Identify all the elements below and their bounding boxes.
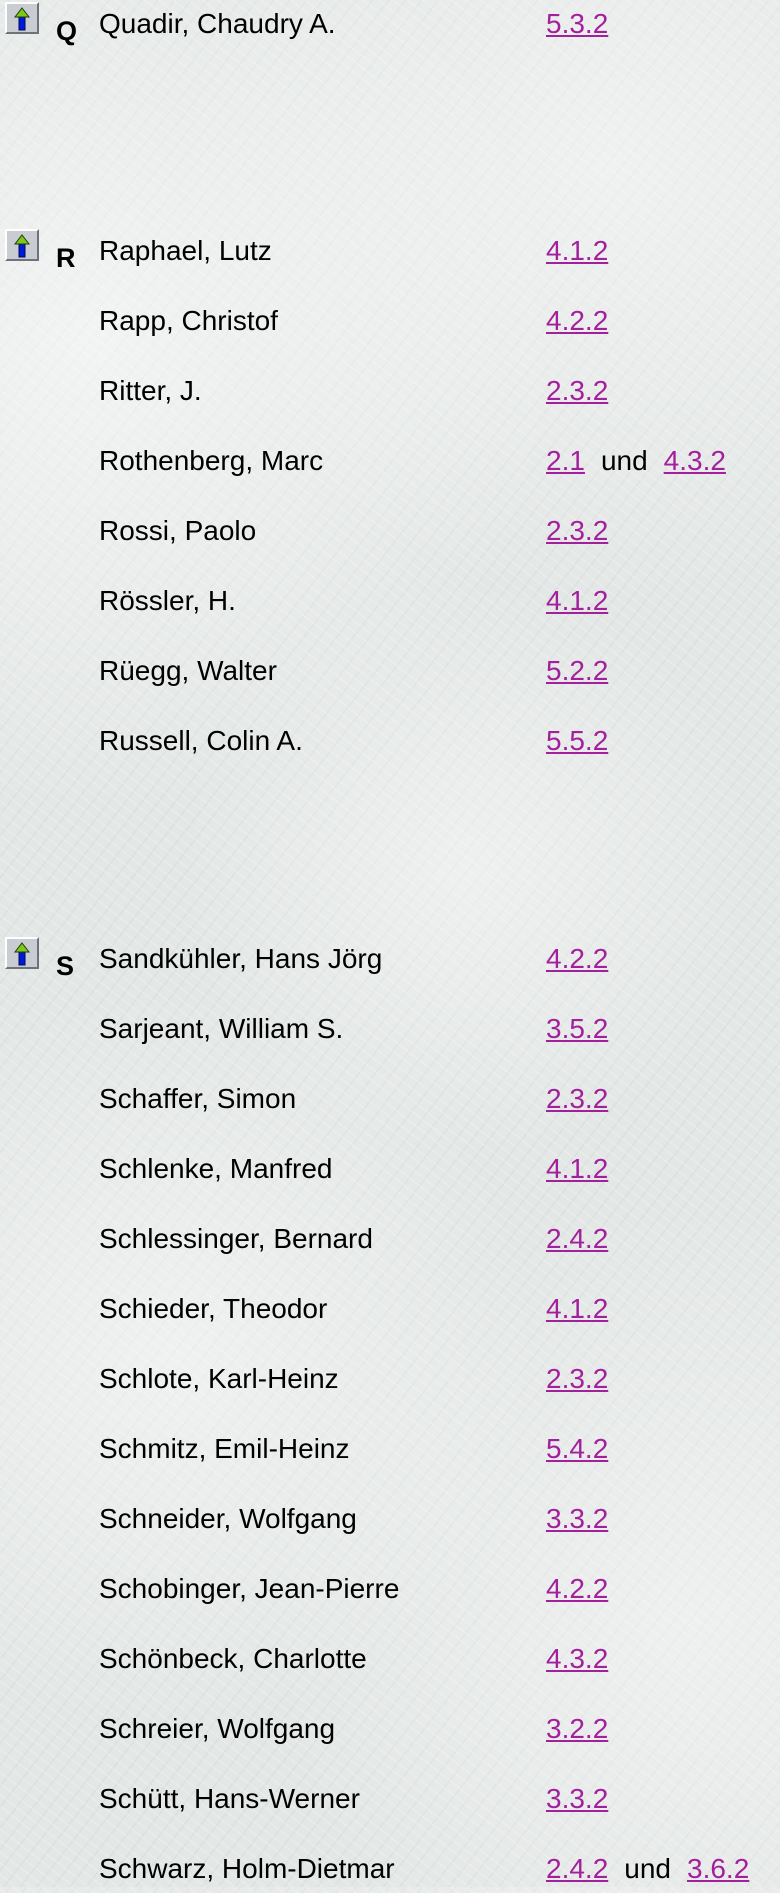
index-entry <box>0 725 780 765</box>
author-name: Schneider, Wolfgang <box>99 1503 357 1534</box>
section-references <box>546 1783 608 1815</box>
section-references <box>546 943 608 975</box>
section-references <box>546 305 608 337</box>
section-link[interactable]: 5.4.2 <box>546 1433 609 1464</box>
section-link[interactable]: 4.1.2 <box>546 1293 609 1324</box>
author-name: Rössler, H. <box>99 585 236 616</box>
section-letter: S <box>56 951 75 981</box>
section-link[interactable]: 5.5.2 <box>546 725 609 756</box>
author-name: Ritter, J. <box>99 375 202 406</box>
section-link[interactable]: 2.3.2 <box>546 1083 609 1114</box>
author-name: Schlenke, Manfred <box>99 1153 333 1184</box>
index-entry <box>0 1503 780 1543</box>
section-references <box>546 1293 608 1325</box>
connector-text: und <box>624 1853 671 1884</box>
index-entry <box>0 1223 780 1263</box>
section-link[interactable]: 4.1.2 <box>546 585 609 616</box>
author-name: Schönbeck, Charlotte <box>99 1643 367 1674</box>
author-name: Sandkühler, Hans Jörg <box>99 943 383 974</box>
author-name: Schaffer, Simon <box>99 1083 297 1114</box>
author-name: Schreier, Wolfgang <box>99 1713 336 1744</box>
index-entry <box>0 1363 780 1403</box>
index-entry <box>0 445 780 485</box>
index-entry <box>0 515 780 555</box>
section-letter: R <box>56 243 76 273</box>
section-references <box>546 8 608 40</box>
index-entry <box>0 1013 780 1053</box>
index-entry <box>0 1293 780 1333</box>
section-link[interactable]: 4.2.2 <box>546 943 609 974</box>
index-entry <box>0 655 780 695</box>
section-link[interactable]: 4.1.2 <box>546 235 609 266</box>
section-references <box>546 1433 608 1465</box>
connector-text: und <box>600 445 648 476</box>
index-entry <box>0 8 780 48</box>
section-link[interactable]: 3.6.2 <box>687 1853 750 1884</box>
section-letter: Q <box>56 16 78 46</box>
section-link[interactable]: 3.5.2 <box>546 1013 609 1044</box>
section-link[interactable]: 3.3.2 <box>546 1503 609 1534</box>
index-entry <box>0 1153 780 1193</box>
index-entry <box>0 1853 780 1893</box>
section-references <box>546 1643 608 1675</box>
section-references <box>546 445 726 477</box>
section-link[interactable]: 4.2.2 <box>546 305 609 336</box>
author-name: Rüegg, Walter <box>99 655 277 686</box>
section-references <box>546 375 608 407</box>
index-entry <box>0 375 780 415</box>
index-entry <box>0 305 780 345</box>
author-name: Schwarz, Holm-Dietmar <box>99 1853 395 1884</box>
author-name: Rapp, Christof <box>99 305 278 336</box>
section-link[interactable]: 2.3.2 <box>546 375 609 406</box>
section-link[interactable]: 5.2.2 <box>546 655 609 686</box>
section-references <box>546 1503 608 1535</box>
section-references <box>546 1363 608 1395</box>
section-references <box>546 1153 608 1185</box>
index-entry <box>0 585 780 625</box>
section-link[interactable]: 4.3.2 <box>546 1643 609 1674</box>
section-link[interactable]: 3.2.2 <box>546 1713 609 1744</box>
index-entry <box>0 943 780 983</box>
section-link[interactable]: 4.2.2 <box>546 1573 609 1604</box>
author-name: Schütt, Hans-Werner <box>99 1783 360 1814</box>
section-references <box>546 1713 608 1745</box>
section-link[interactable]: 2.4.2 <box>546 1853 609 1884</box>
section-link[interactable]: 2.3.2 <box>546 515 609 546</box>
index-entry <box>0 1643 780 1683</box>
index-entry <box>0 1083 780 1123</box>
author-name: Raphael, Lutz <box>99 235 272 266</box>
index-entry <box>0 1783 780 1823</box>
section-link[interactable]: 2.3.2 <box>546 1363 609 1394</box>
index-entry <box>0 235 780 275</box>
author-name: Rossi, Paolo <box>99 515 257 546</box>
author-name: Schobinger, Jean-Pierre <box>99 1573 400 1604</box>
section-references <box>546 1013 608 1045</box>
index-entry <box>0 1573 780 1613</box>
section-link[interactable]: 4.3.2 <box>663 445 726 476</box>
section-link[interactable]: 4.1.2 <box>546 1153 609 1184</box>
author-name: Rothenberg, Marc <box>99 445 324 476</box>
section-references <box>546 725 608 757</box>
section-references <box>546 1223 608 1255</box>
index-entry <box>0 1713 780 1753</box>
author-name: Russell, Colin A. <box>99 725 303 756</box>
section-references <box>546 655 608 687</box>
author-name: Sarjeant, William S. <box>99 1013 344 1044</box>
section-link[interactable]: 2.1 <box>546 445 585 476</box>
section-references <box>546 1573 608 1605</box>
section-references <box>546 1853 749 1885</box>
section-references <box>546 1083 608 1115</box>
section-link[interactable]: 3.3.2 <box>546 1783 609 1814</box>
section-references <box>546 235 608 267</box>
section-references <box>546 585 608 617</box>
section-references <box>546 515 608 547</box>
section-link[interactable]: 2.4.2 <box>546 1223 609 1254</box>
author-name: Schlote, Karl-Heinz <box>99 1363 339 1394</box>
index-entry <box>0 1433 780 1473</box>
author-name: Quadir, Chaudry A. <box>99 8 336 39</box>
section-link[interactable]: 5.3.2 <box>546 8 609 39</box>
author-name: Schieder, Theodor <box>99 1293 328 1324</box>
author-name: Schlessinger, Bernard <box>99 1223 373 1254</box>
author-name: Schmitz, Emil-Heinz <box>99 1433 350 1464</box>
